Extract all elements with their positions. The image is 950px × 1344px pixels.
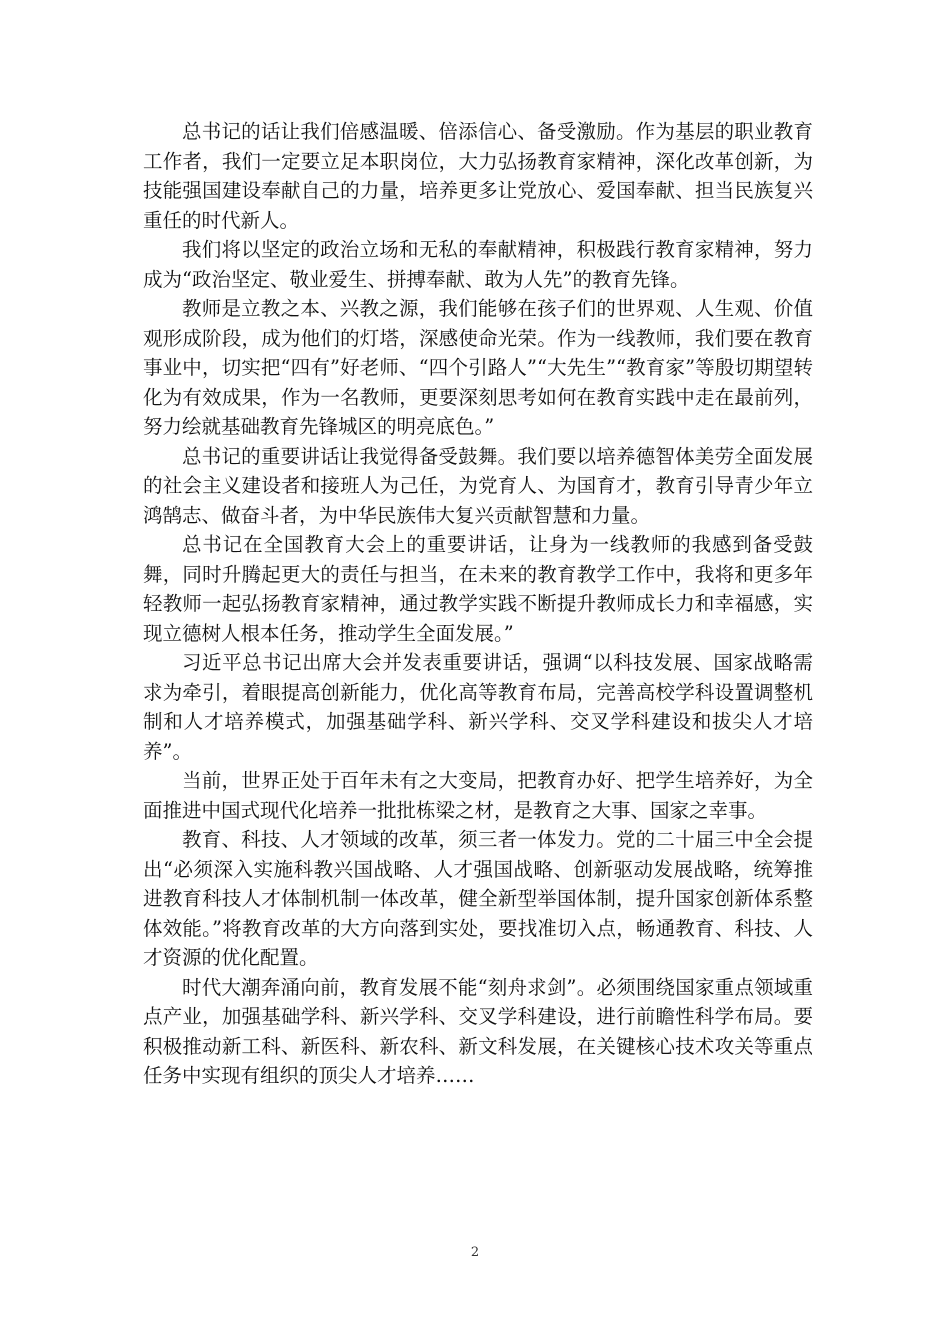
paragraph: 总书记在全国教育大会上的重要讲话，让身为一线教师的我感到备受鼓舞，同时升腾起更大的责任与担当，在未来的教育教学工作中，我将和更多年轻教师一起弘扬教育家精神，通过教学实践不断提升教师成长力和幸福感，实现立德树人根本任务，推动学生全面发展。”: [143, 533, 813, 645]
paragraph: 总书记的话让我们倍感温暖、倍添信心、备受激励。作为基层的职业教育工作者，我们一定要立足本职岗位，大力弘扬教育家精神，深化改革创新，为技能强国建设奉献自己的力量，培养更多让党放心、爱国奉献、担当民族复兴重任的时代新人。: [143, 120, 813, 232]
paragraph: 当前，世界正处于百年未有之大变局，把教育办好、把学生培养好，为全面推进中国式现代化培养一批批栋梁之材，是教育之大事、国家之幸事。: [143, 769, 813, 822]
paragraph: 教育、科技、人才领域的改革，须三者一体发力。党的二十届三中全会提出“必须深入实施科教兴国战略、人才强国战略、创新驱动发展战略，统筹推进教育科技人才体制机制一体改革，健全新型举国体制，提升国家创新体系整体效能。”将教育改革的大方向落到实处，要找准切入点，畅通教育、科技、人才资源的优化配置。: [143, 828, 813, 969]
page-number: 2: [470, 1245, 480, 1260]
paragraph: 教师是立教之本、兴教之源，我们能够在孩子们的世界观、人生观、价值观形成阶段，成为他们的灯塔，深感使命光荣。作为一线教师，我们要在教育事业中，切实把“四有”好老师、“四个引路人”“大先生”“教育家”等殷切期望转化为有效成果，作为一名教师，更要深刻思考如何在教育实践中走在最前列，努力绘就基础教育先锋城区的明亮底色。”: [143, 297, 813, 438]
paragraph: 时代大潮奔涌向前，教育发展不能“刻舟求剑”。必须围绕国家重点领域重点产业，加强基础学科、新兴学科、交叉学科建设，进行前瞻性科学布局。要积极推动新工科、新医科、新农科、新文科发展，在关键核心技术攻关等重点任务中实现有组织的顶尖人才培养……: [143, 975, 813, 1087]
paragraph: 总书记的重要讲话让我觉得备受鼓舞。我们要以培养德智体美劳全面发展的社会主义建设者和接班人为己任，为党育人、为国育才，教育引导青少年立鸿鹄志、做奋斗者，为中华民族伟大复兴贡献智慧和力量。: [143, 444, 813, 527]
paragraph: 习近平总书记出席大会并发表重要讲话，强调“以科技发展、国家战略需求为牵引，着眼提高创新能力，优化高等教育布局，完善高校学科设置调整机制和人才培养模式，加强基础学科、新兴学科、交叉学科建设和拔尖人才培养”。: [143, 651, 813, 763]
paragraph: 我们将以坚定的政治立场和无私的奉献精神，积极践行教育家精神，努力成为“政治坚定、敬业爱生、拼搏奉献、敢为人先”的教育先锋。: [143, 238, 813, 291]
document-body: [143, 117, 813, 1091]
